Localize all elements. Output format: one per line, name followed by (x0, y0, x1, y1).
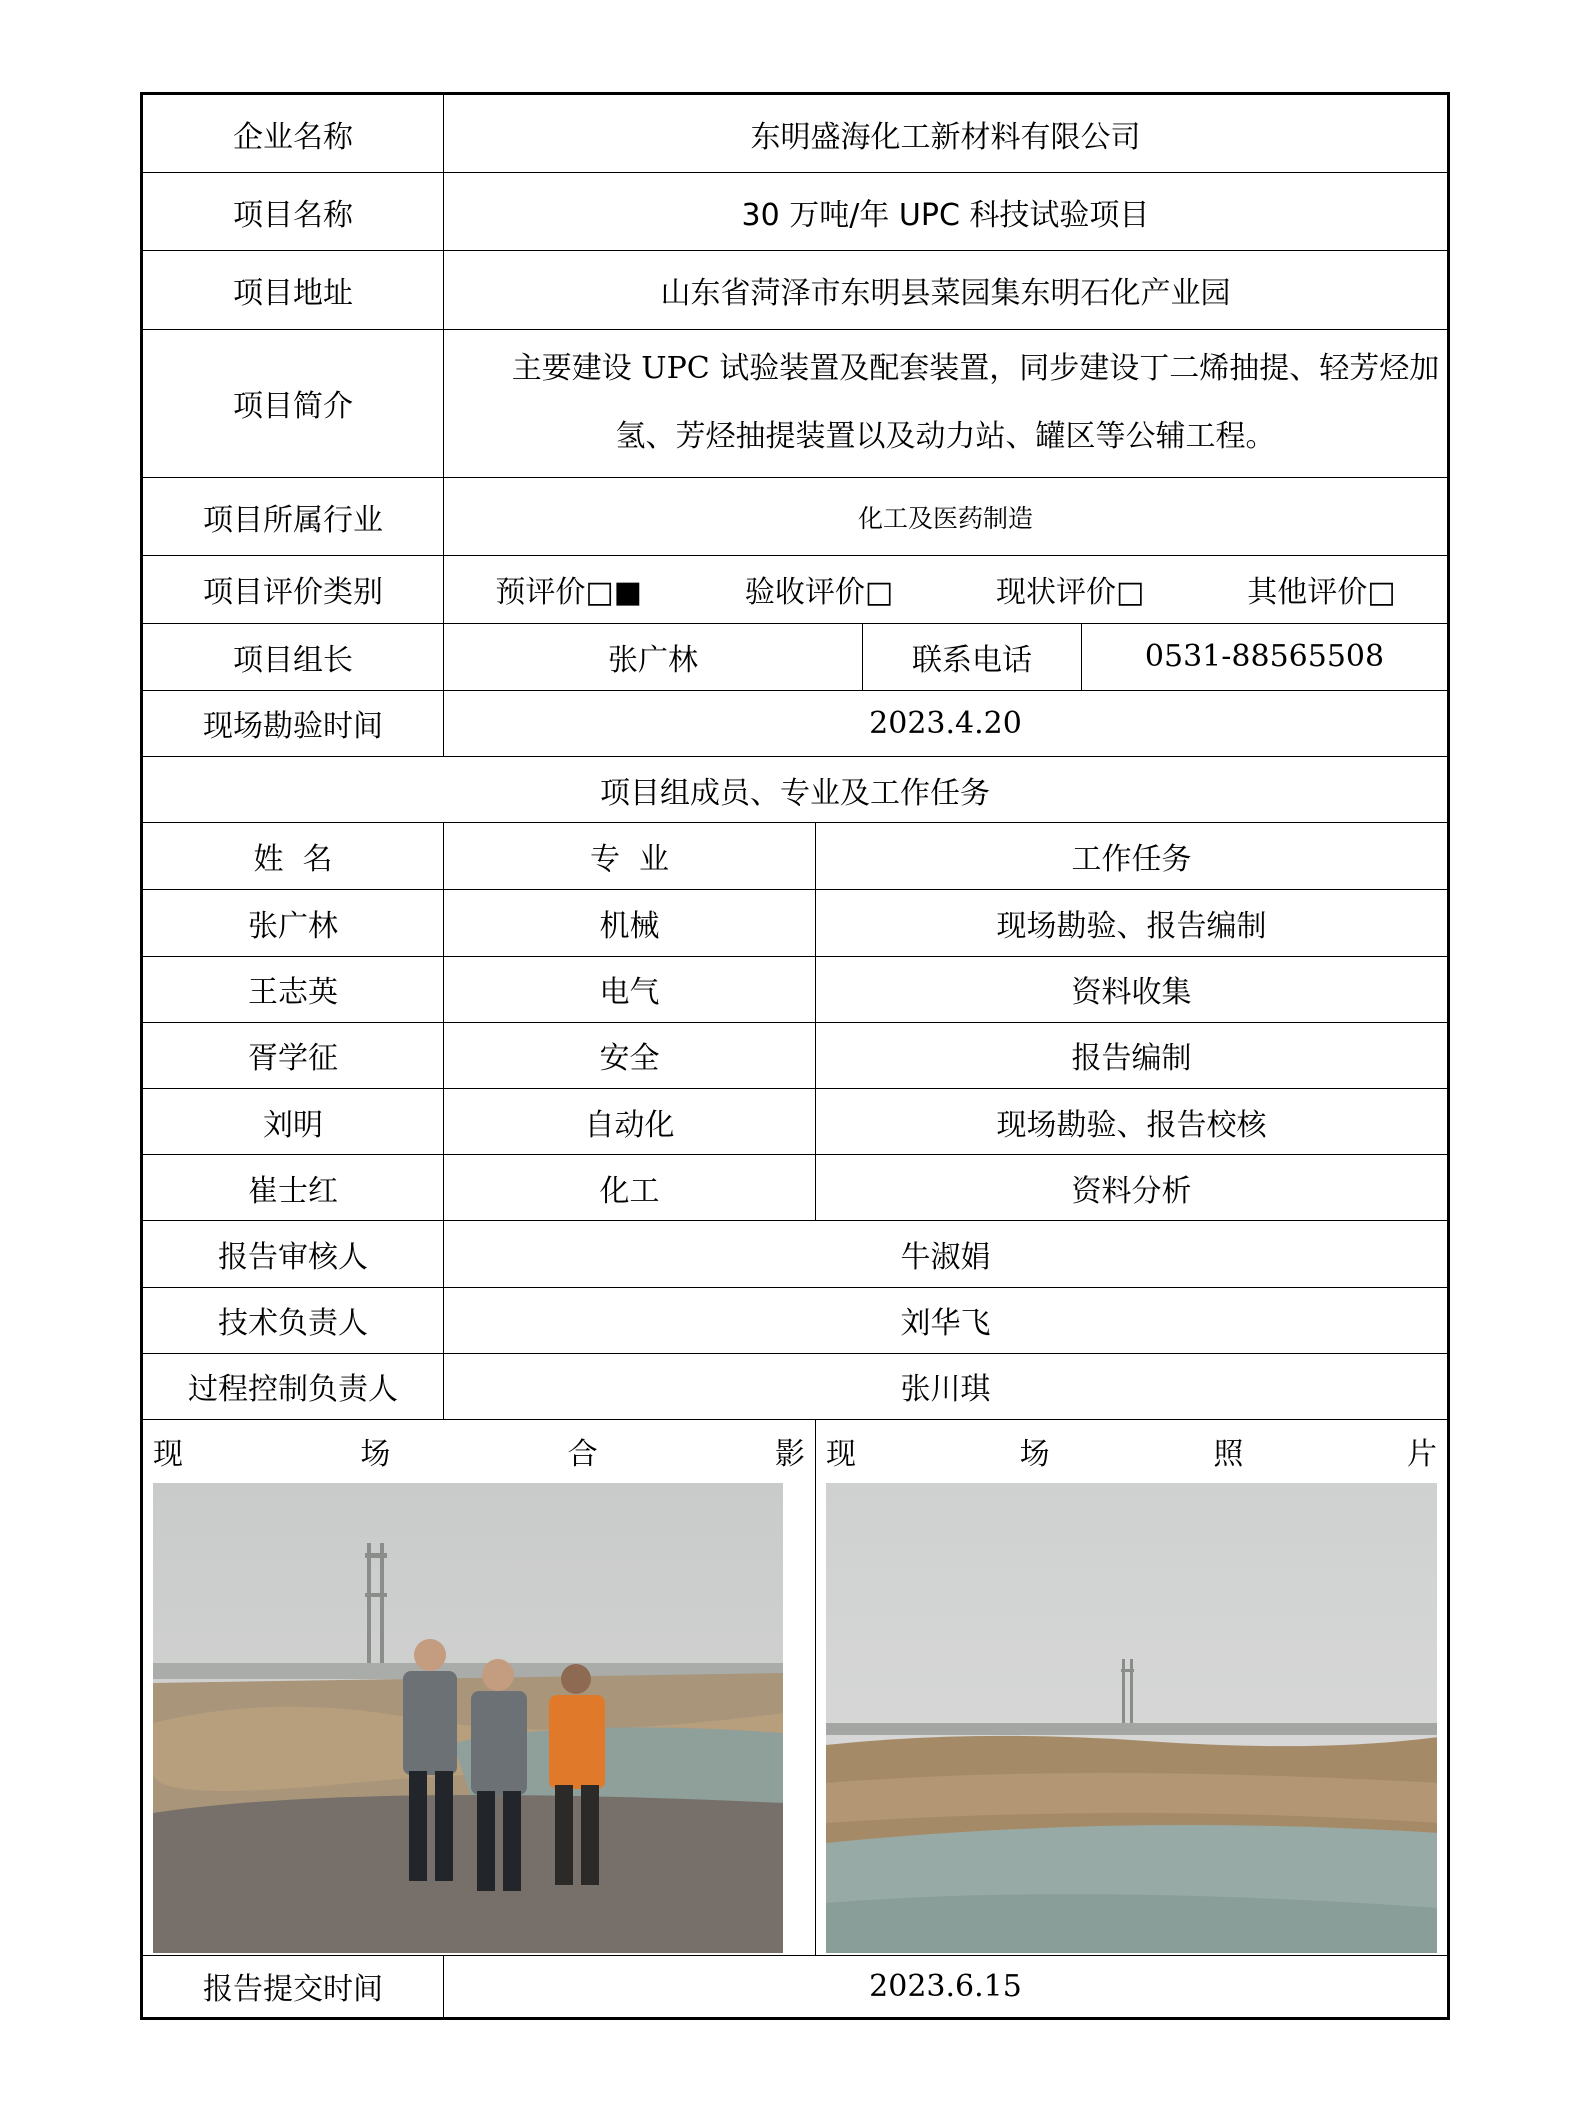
phone-value: 0531-88565508 (1082, 623, 1449, 690)
member-major: 机械 (444, 890, 816, 956)
survey-time-value: 2023.4.20 (444, 690, 1449, 756)
eval-option-other: 其他评价□ (1247, 575, 1396, 611)
survey-time-row (142, 690, 1449, 756)
intro-value: 主要建设 UPC 试验装置及配套装置，同步建设丁二烯抽提、轻芳烃加氢、芳烃抽提装置以及动力站、罐区等公辅工程。 (511, 351, 1440, 455)
leader-row (142, 623, 1449, 690)
project-info-table (140, 92, 1450, 2020)
tech-label: 技术负责人 (142, 1287, 444, 1353)
members-title-row (142, 757, 1449, 823)
industry-row (142, 478, 1449, 556)
company-label: 企业名称 (142, 94, 444, 173)
group-photo (153, 1483, 805, 1953)
eval-type-options (444, 567, 1447, 611)
member-name: 刘明 (142, 1089, 444, 1155)
members-header-row (142, 823, 1449, 890)
tech-row (142, 1287, 1449, 1353)
header-major: 专 业 (444, 823, 816, 890)
site-photo (826, 1483, 1437, 1953)
site-photo-caption: 现 场 照 片 (826, 1437, 1437, 1473)
member-row (142, 1022, 1449, 1088)
member-name: 胥学征 (142, 1022, 444, 1088)
process-row (142, 1353, 1449, 1419)
leader-value: 张广林 (444, 623, 863, 690)
address-label: 项目地址 (142, 251, 444, 329)
project-label: 项目名称 (142, 173, 444, 251)
survey-time-label: 现场勘验时间 (142, 690, 444, 756)
eval-option-pre: 预评价□■ (495, 575, 643, 611)
company-value: 东明盛海化工新材料有限公司 (444, 94, 1449, 173)
member-major: 化工 (444, 1155, 816, 1221)
member-row (142, 956, 1449, 1022)
member-row (142, 1155, 1449, 1221)
reviewer-label: 报告审核人 (142, 1221, 444, 1287)
member-task: 现场勘验、报告编制 (816, 890, 1449, 956)
member-task: 资料收集 (816, 956, 1449, 1022)
project-row (142, 173, 1449, 251)
company-row (142, 94, 1449, 173)
group-photo-caption: 现 场 合 影 (153, 1437, 805, 1473)
tech-value: 刘华飞 (444, 1287, 1449, 1353)
reviewer-value: 牛淑娟 (444, 1221, 1449, 1287)
industry-label: 项目所属行业 (142, 478, 444, 556)
eval-option-status: 现状评价□ (996, 575, 1145, 611)
eval-option-acceptance: 验收评价□ (744, 575, 894, 611)
address-row (142, 251, 1449, 329)
submit-row (142, 1955, 1449, 2018)
photos-row (142, 1420, 1449, 1956)
member-task: 资料分析 (816, 1155, 1449, 1221)
member-task: 报告编制 (816, 1022, 1449, 1088)
process-value: 张川琪 (444, 1353, 1449, 1419)
member-name: 张广林 (142, 890, 444, 956)
intro-row (142, 329, 1449, 477)
project-value: 30 万吨/年 UPC 科技试验项目 (444, 173, 1449, 251)
eval-type-row (142, 556, 1449, 623)
member-name: 崔士红 (142, 1155, 444, 1221)
eval-type-label: 项目评价类别 (142, 556, 444, 623)
member-name: 王志英 (142, 956, 444, 1022)
leader-label: 项目组长 (142, 623, 444, 690)
submit-label: 报告提交时间 (142, 1955, 444, 2018)
reviewer-row (142, 1221, 1449, 1287)
intro-label: 项目简介 (142, 329, 444, 477)
member-row (142, 890, 1449, 956)
member-row (142, 1089, 1449, 1155)
member-major: 自动化 (444, 1089, 816, 1155)
process-label: 过程控制负责人 (142, 1353, 444, 1419)
member-task: 现场勘验、报告校核 (816, 1089, 1449, 1155)
member-major: 电气 (444, 956, 816, 1022)
header-task: 工作任务 (816, 823, 1449, 890)
submit-value: 2023.6.15 (444, 1955, 1449, 2018)
members-section-title: 项目组成员、专业及工作任务 (142, 757, 1449, 823)
address-value: 山东省菏泽市东明县菜园集东明石化产业园 (444, 251, 1449, 329)
member-major: 安全 (444, 1022, 816, 1088)
industry-value: 化工及医药制造 (444, 478, 1449, 556)
header-name: 姓 名 (142, 823, 444, 890)
phone-label: 联系电话 (863, 623, 1082, 690)
